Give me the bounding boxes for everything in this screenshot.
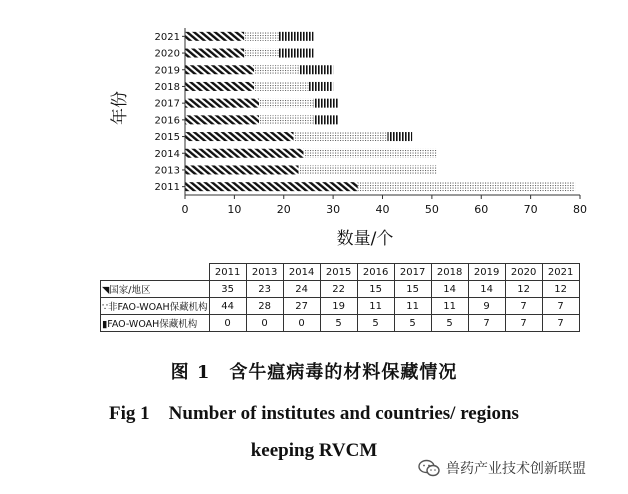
bar-segment-fao-woah (299, 65, 334, 74)
y-tick-label: 2014 (154, 148, 180, 160)
y-axis-label: 年份 (110, 91, 130, 125)
table-cell: 12 (505, 281, 542, 298)
x-tick-label: 20 (276, 203, 291, 216)
table-cell: 5 (320, 315, 357, 332)
table-cell: 0 (209, 315, 246, 332)
table-cell: 5 (357, 315, 394, 332)
watermark (418, 458, 586, 478)
table-cell: 0 (283, 315, 320, 332)
y-tick-label: 2013 (154, 165, 180, 177)
caption-english-line1: Fig 1 Number of institutes and countries/ regions (109, 403, 519, 424)
table-cell: 9 (468, 298, 505, 315)
table-corner-cell (101, 264, 210, 281)
bar-segment-country (185, 132, 294, 141)
x-tick-label: 0 (181, 203, 189, 216)
bar-segment-non-fao-woah (244, 32, 279, 41)
y-tick-label: 2016 (154, 115, 180, 127)
table-cell: 7 (505, 298, 542, 315)
table-cell: 19 (320, 298, 357, 315)
bar-segment-non-fao-woah (259, 115, 313, 124)
table-cell: 12 (542, 281, 579, 298)
table-cell: 27 (283, 298, 320, 315)
table-header-cell: 2019 (468, 264, 505, 281)
bar-segment-country (185, 49, 244, 58)
bar-segment-non-fao-woah (259, 99, 313, 108)
table-cell: 35 (209, 281, 246, 298)
table-cell: 14 (468, 281, 505, 298)
bar-segment-fao-woah (279, 32, 314, 41)
bar-segment-fao-woah (313, 99, 338, 108)
table-header-cell: 2017 (394, 264, 431, 281)
y-tick-label: 2015 (154, 132, 180, 144)
bar-segment-country (185, 99, 259, 108)
bar-segment-non-fao-woah (254, 82, 308, 91)
x-tick-label: 60 (474, 203, 489, 216)
table-cell: 7 (542, 298, 579, 315)
plot-area (155, 28, 587, 216)
x-axis-label: 数量/个 (336, 229, 394, 249)
table-header-cell: 2018 (431, 264, 468, 281)
bar-segment-country (185, 115, 259, 124)
caption-chinese: 图 1 含牛瘟病毒的材料保藏情况 (170, 362, 458, 383)
table-cell: 5 (394, 315, 431, 332)
wechat-icon (418, 459, 440, 477)
table-header-cell: 2011 (209, 264, 246, 281)
series-label-fao-woah: ▮FAO-WOAH保藏机构 (101, 315, 210, 332)
bar-segment-country (185, 165, 299, 174)
table-cell: 14 (431, 281, 468, 298)
bar-segment-non-fao-woah (294, 132, 388, 141)
series-label-non-fao-woah: ∵非FAO-WOAH保藏机构 (101, 298, 210, 315)
table-cell: 0 (246, 315, 283, 332)
x-tick-label: 30 (326, 203, 341, 216)
table-cell: 22 (320, 281, 357, 298)
bar-segment-non-fao-woah (304, 149, 437, 158)
bar-segment-non-fao-woah (244, 49, 279, 58)
table-cell: 7 (505, 315, 542, 332)
table-cell: 15 (394, 281, 431, 298)
y-tick-label: 2020 (154, 48, 180, 60)
bar-segment-country (185, 32, 244, 41)
table-cell: 44 (209, 298, 246, 315)
table-header-cell: 2014 (283, 264, 320, 281)
bar-segment-country (185, 149, 304, 158)
x-tick-label: 80 (573, 203, 587, 216)
table-cell: 11 (357, 298, 394, 315)
table-cell: 5 (431, 315, 468, 332)
watermark-text: 兽药产业技术创新联盟 (446, 461, 586, 477)
table-cell: 11 (394, 298, 431, 315)
x-tick-label: 10 (227, 203, 242, 216)
x-tick-label: 50 (424, 203, 439, 216)
table-row (101, 298, 580, 315)
bar-segment-non-fao-woah (358, 182, 575, 191)
series-label-country: ◥国家/地区 (101, 281, 210, 298)
y-tick-label: 2019 (154, 65, 180, 77)
bar-segment-fao-woah (308, 82, 333, 91)
bar-segment-fao-woah (313, 115, 338, 124)
table-cell: 15 (357, 281, 394, 298)
y-tick-label: 2017 (154, 98, 180, 110)
table-header-cell: 2013 (246, 264, 283, 281)
bar-segment-non-fao-woah (299, 165, 437, 174)
table-row (101, 315, 580, 332)
table-cell: 24 (283, 281, 320, 298)
y-tick-label: 2021 (154, 31, 180, 43)
table-cell: 23 (246, 281, 283, 298)
caption-english-line2: keeping RVCM (250, 440, 378, 461)
table-cell: 7 (468, 315, 505, 332)
bar-segment-non-fao-woah (254, 65, 298, 74)
table-cell: 11 (431, 298, 468, 315)
x-tick-label: 40 (375, 203, 390, 216)
x-tick-label: 70 (523, 203, 538, 216)
table-header-row (101, 264, 580, 281)
bar-segment-country (185, 65, 254, 74)
y-tick-label: 2011 (154, 182, 180, 194)
table-cell: 7 (542, 315, 579, 332)
table-header-cell: 2021 (542, 264, 579, 281)
y-tick-label: 2018 (154, 81, 180, 93)
table-cell: 28 (246, 298, 283, 315)
bar-segment-country (185, 82, 254, 91)
bar-segment-country (185, 182, 358, 191)
bar-segment-fao-woah (279, 49, 314, 58)
table-header-cell: 2020 (505, 264, 542, 281)
data-table (100, 263, 580, 332)
bar-segment-fao-woah (387, 132, 412, 141)
table-header-cell: 2015 (320, 264, 357, 281)
table-row (101, 281, 580, 298)
table-header-cell: 2016 (357, 264, 394, 281)
